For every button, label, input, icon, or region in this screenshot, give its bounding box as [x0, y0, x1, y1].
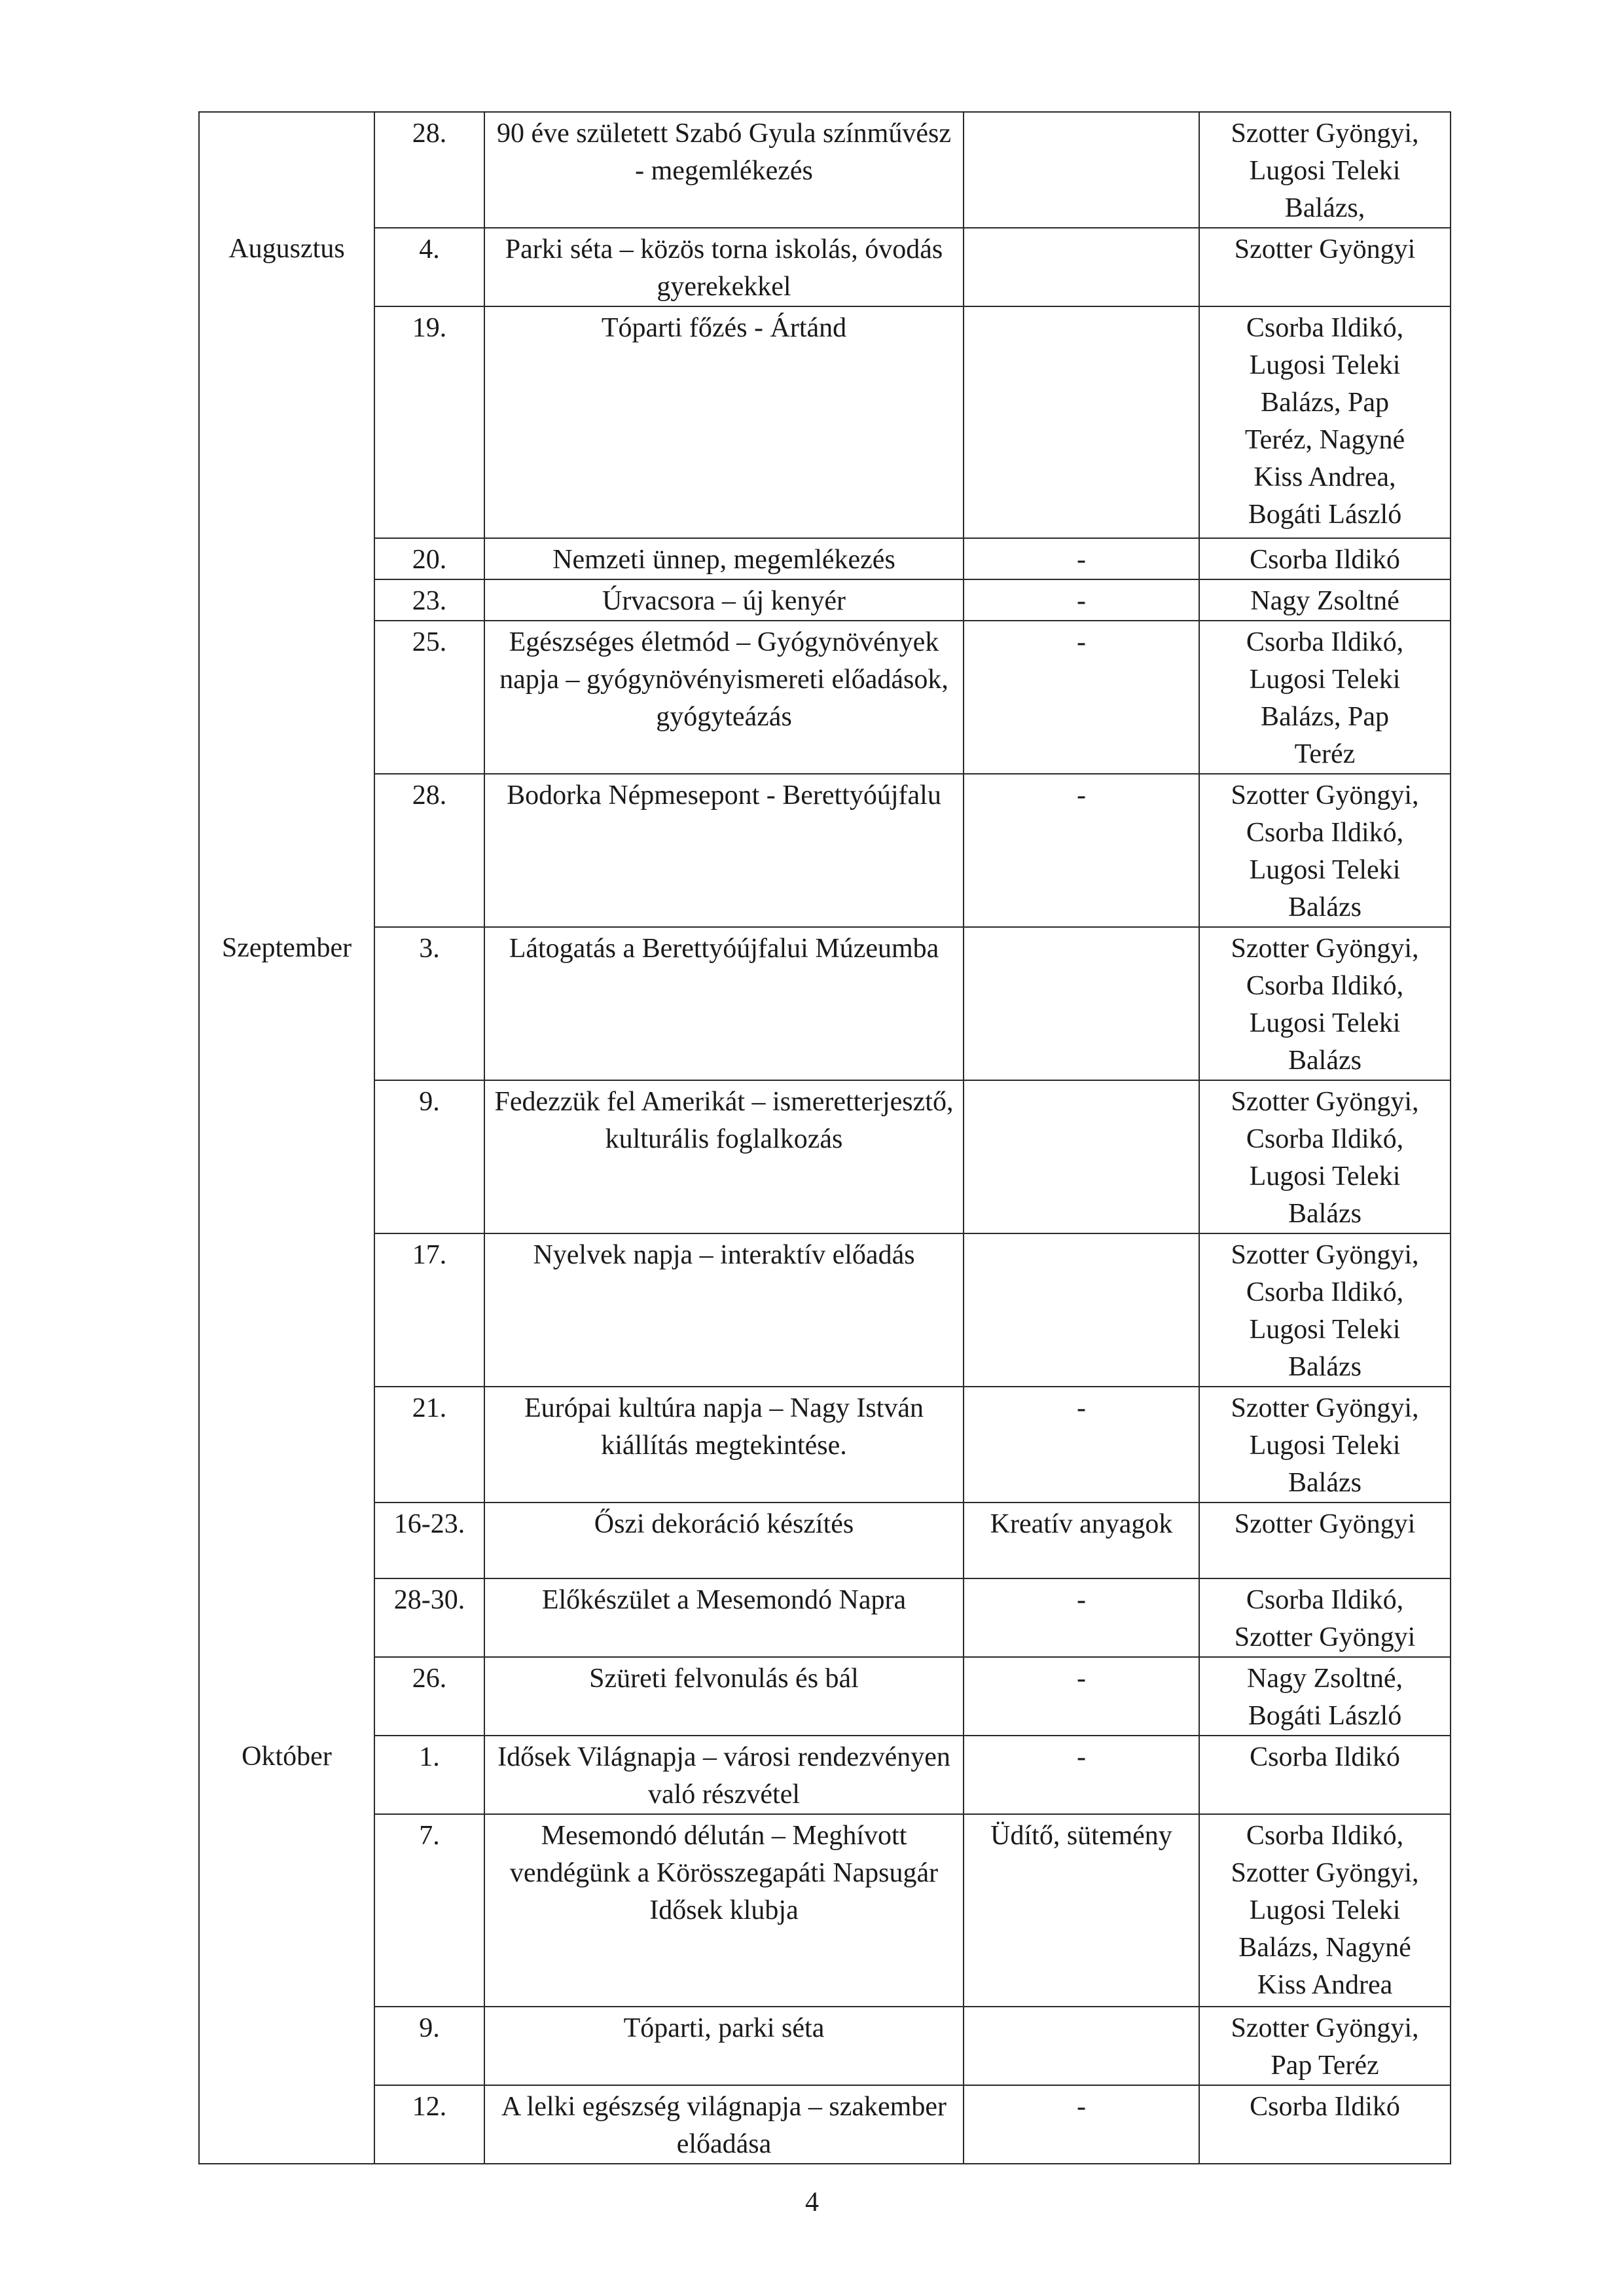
table-row: [199, 1578, 1451, 1657]
date-cell: 4.: [374, 228, 484, 306]
date-cell: 7.: [374, 1814, 484, 2007]
event-cell: Nemzeti ünnep, megemlékezés: [484, 538, 964, 579]
responsible-cell: Szotter Gyöngyi, Lugosi Teleki Balázs: [1199, 1387, 1451, 1503]
date-cell: 25.: [374, 621, 484, 774]
date-cell: 16-23.: [374, 1503, 484, 1578]
event-cell: Fedezzük fel Amerikát – ismeretterjesztő, kulturális foglalkozás: [484, 1080, 964, 1233]
date-cell: 1.: [374, 1736, 484, 1814]
event-cell: Tóparti, parki séta: [484, 2007, 964, 2085]
materials-cell: -: [964, 621, 1199, 774]
responsible-cell: Csorba Ildikó: [1199, 1736, 1451, 1814]
month-cell: Augusztus: [199, 228, 374, 306]
responsible-cell: Szotter Gyöngyi, Lugosi Teleki Balázs,: [1199, 112, 1451, 228]
month-cell: [199, 306, 374, 538]
responsible-cell: Csorba Ildikó, Szotter Gyöngyi, Lugosi Teleki Balázs, Nagyné Kiss Andrea: [1199, 1814, 1451, 2007]
date-cell: 17.: [374, 1233, 484, 1387]
month-cell: [199, 1233, 374, 1387]
responsible-cell: Szotter Gyöngyi, Csorba Ildikó, Lugosi Teleki Balázs: [1199, 1233, 1451, 1387]
table-row: [199, 621, 1451, 774]
materials-cell: [964, 112, 1199, 228]
table-row: [199, 112, 1451, 228]
month-cell: [199, 621, 374, 774]
table-row: [199, 538, 1451, 579]
event-cell: Őszi dekoráció készítés: [484, 1503, 964, 1578]
table-row: [199, 1736, 1451, 1814]
materials-cell: Kreatív anyagok: [964, 1503, 1199, 1578]
program-schedule-table: [198, 111, 1451, 2164]
month-cell: [199, 1387, 374, 1503]
event-cell: Bodorka Népmesepont - Berettyóújfalu: [484, 774, 964, 927]
event-cell: 90 éve született Szabó Gyula színművész - megemlékezés: [484, 112, 964, 228]
date-cell: 20.: [374, 538, 484, 579]
event-cell: Idősek Világnapja – városi rendezvényen való részvétel: [484, 1736, 964, 1814]
responsible-cell: Szotter Gyöngyi, Csorba Ildikó, Lugosi Teleki Balázs: [1199, 1080, 1451, 1233]
responsible-cell: Csorba Ildikó: [1199, 538, 1451, 579]
month-cell: Október: [199, 1736, 374, 1814]
date-cell: 19.: [374, 306, 484, 538]
materials-cell: [964, 306, 1199, 538]
materials-cell: -: [964, 1387, 1199, 1503]
event-cell: A lelki egészség világnapja – szakember előadása: [484, 2085, 964, 2164]
date-cell: 26.: [374, 1657, 484, 1736]
event-cell: Nyelvek napja – interaktív előadás: [484, 1233, 964, 1387]
materials-cell: -: [964, 2085, 1199, 2164]
event-cell: Egészséges életmód – Gyógynövények napja – gyógynövényismereti előadások, gyógyteázás: [484, 621, 964, 774]
responsible-cell: Szotter Gyöngyi: [1199, 1503, 1451, 1578]
date-cell: 23.: [374, 579, 484, 621]
responsible-cell: Csorba Ildikó, Lugosi Teleki Balázs, Pap Teréz: [1199, 621, 1451, 774]
month-cell: [199, 774, 374, 927]
responsible-cell: Szotter Gyöngyi, Csorba Ildikó, Lugosi Teleki Balázs: [1199, 927, 1451, 1080]
event-cell: Szüreti felvonulás és bál: [484, 1657, 964, 1736]
table-row: [199, 1080, 1451, 1233]
materials-cell: -: [964, 774, 1199, 927]
table-row: [199, 306, 1451, 538]
event-cell: Előkészület a Mesemondó Napra: [484, 1578, 964, 1657]
materials-cell: -: [964, 1578, 1199, 1657]
materials-cell: -: [964, 579, 1199, 621]
event-cell: Európai kultúra napja – Nagy István kiállítás megtekintése.: [484, 1387, 964, 1503]
month-cell: [199, 112, 374, 228]
date-cell: 9.: [374, 2007, 484, 2085]
event-cell: Parki séta – közös torna iskolás, óvodás gyerekekkel: [484, 228, 964, 306]
table-row: [199, 1657, 1451, 1736]
table-row: [199, 228, 1451, 306]
table-row: [199, 927, 1451, 1080]
month-cell: [199, 1503, 374, 1578]
event-cell: Látogatás a Berettyóújfalui Múzeumba: [484, 927, 964, 1080]
table-row: [199, 774, 1451, 927]
date-cell: 28.: [374, 112, 484, 228]
materials-cell: -: [964, 1657, 1199, 1736]
table-row: [199, 1233, 1451, 1387]
materials-cell: [964, 1233, 1199, 1387]
responsible-cell: Nagy Zsoltné, Bogáti László: [1199, 1657, 1451, 1736]
materials-cell: Üdítő, sütemény: [964, 1814, 1199, 2007]
event-cell: Tóparti főzés - Ártánd: [484, 306, 964, 538]
month-cell: [199, 1657, 374, 1736]
table-row: [199, 2085, 1451, 2164]
date-cell: 28.: [374, 774, 484, 927]
table-row: [199, 2007, 1451, 2085]
month-cell: [199, 2007, 374, 2085]
table-row: [199, 1814, 1451, 2007]
responsible-cell: Szotter Gyöngyi, Csorba Ildikó, Lugosi Teleki Balázs: [1199, 774, 1451, 927]
materials-cell: [964, 1080, 1199, 1233]
date-cell: 9.: [374, 1080, 484, 1233]
responsible-cell: Szotter Gyöngyi, Pap Teréz: [1199, 2007, 1451, 2085]
materials-cell: -: [964, 538, 1199, 579]
month-cell: [199, 538, 374, 579]
responsible-cell: Csorba Ildikó, Lugosi Teleki Balázs, Pap Teréz, Nagyné Kiss Andrea, Bogáti László: [1199, 306, 1451, 538]
table-row: [199, 1503, 1451, 1578]
materials-cell: -: [964, 1736, 1199, 1814]
event-cell: Úrvacsora – új kenyér: [484, 579, 964, 621]
responsible-cell: Nagy Zsoltné: [1199, 579, 1451, 621]
materials-cell: [964, 228, 1199, 306]
table-row: [199, 579, 1451, 621]
event-cell: Mesemondó délután – Meghívott vendégünk a Körösszegapáti Napsugár Idősek klubja: [484, 1814, 964, 2007]
table-row: [199, 1387, 1451, 1503]
materials-cell: [964, 2007, 1199, 2085]
month-cell: [199, 1814, 374, 2007]
date-cell: 28-30.: [374, 1578, 484, 1657]
responsible-cell: Csorba Ildikó, Szotter Gyöngyi: [1199, 1578, 1451, 1657]
date-cell: 12.: [374, 2085, 484, 2164]
responsible-cell: Csorba Ildikó: [1199, 2085, 1451, 2164]
responsible-cell: Szotter Gyöngyi: [1199, 228, 1451, 306]
month-cell: [199, 2085, 374, 2164]
materials-cell: [964, 927, 1199, 1080]
month-cell: [199, 1578, 374, 1657]
date-cell: 21.: [374, 1387, 484, 1503]
date-cell: 3.: [374, 927, 484, 1080]
page-number: 4: [805, 2187, 819, 2217]
month-cell: [199, 1080, 374, 1233]
month-cell: [199, 579, 374, 621]
month-cell: Szeptember: [199, 927, 374, 1080]
